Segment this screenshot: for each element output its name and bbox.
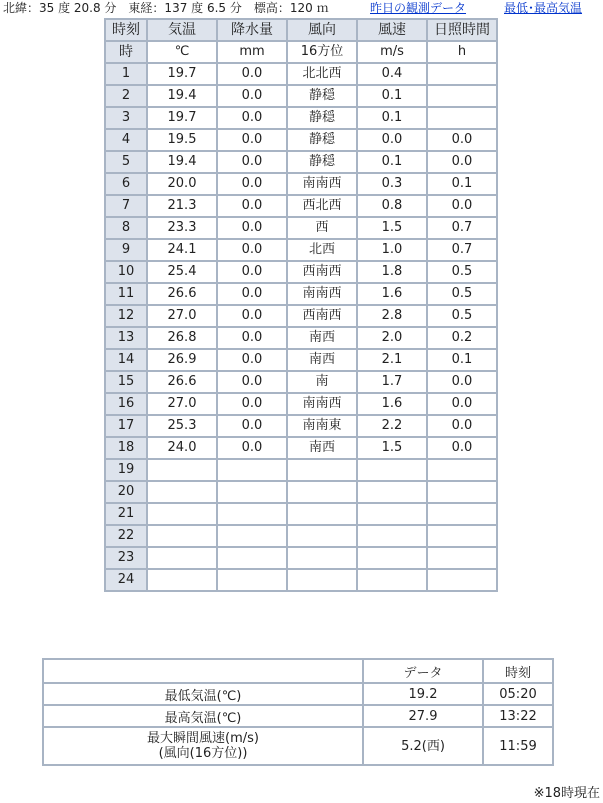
table-row: [106, 218, 496, 238]
table-row: [106, 460, 496, 480]
cell-hour: 17: [106, 416, 146, 436]
cell-precipitation: 0.0: [218, 64, 286, 84]
table-row: [106, 394, 496, 414]
hourly-observation-table: [104, 18, 498, 592]
cell-wind-speed: 0.1: [358, 108, 426, 128]
table-row: [106, 526, 496, 546]
cell-sunshine: 0.1: [428, 174, 496, 194]
cell-sunshine: [428, 526, 496, 546]
cell-wind-direction: [288, 504, 356, 524]
cell-sunshine: 0.0: [428, 152, 496, 172]
summary-row-min-temp: [44, 684, 552, 704]
cell-sunshine: 0.5: [428, 284, 496, 304]
cell-wind-speed: 2.8: [358, 306, 426, 326]
cell-wind-direction: 南南東: [288, 416, 356, 436]
cell-wind-speed: 1.6: [358, 394, 426, 414]
header-precipitation: 降水量: [218, 20, 286, 40]
cell-precipitation: [218, 504, 286, 524]
summary-header-row: [44, 660, 552, 682]
cell-temperature: 24.0: [148, 438, 216, 458]
cell-hour: 5: [106, 152, 146, 172]
cell-precipitation: 0.0: [218, 218, 286, 238]
cell-hour: 11: [106, 284, 146, 304]
cell-sunshine: 0.7: [428, 240, 496, 260]
max-gust-label-line2: (風向(16方位)): [158, 746, 248, 761]
cell-wind-speed: 0.4: [358, 64, 426, 84]
header-row: [106, 20, 496, 40]
unit-temperature: ℃: [148, 42, 216, 62]
cell-precipitation: 0.0: [218, 438, 286, 458]
cell-hour: 6: [106, 174, 146, 194]
cell-hour: 24: [106, 570, 146, 590]
cell-precipitation: 0.0: [218, 284, 286, 304]
table-row: [106, 438, 496, 458]
cell-hour: 18: [106, 438, 146, 458]
table-row: [106, 504, 496, 524]
cell-wind-speed: 0.8: [358, 196, 426, 216]
unit-wind-direction: 16方位: [288, 42, 356, 62]
cell-sunshine: 0.5: [428, 262, 496, 282]
cell-wind-direction: 西北西: [288, 196, 356, 216]
cell-precipitation: 0.0: [218, 196, 286, 216]
cell-precipitation: 0.0: [218, 108, 286, 128]
max-gust-value: 5.2(西): [364, 728, 482, 764]
unit-precipitation: mm: [218, 42, 286, 62]
max-gust-time: 11:59: [484, 728, 552, 764]
cell-wind-speed: 1.7: [358, 372, 426, 392]
cell-wind-direction: [288, 460, 356, 480]
cell-wind-speed: 1.5: [358, 438, 426, 458]
cell-temperature: 23.3: [148, 218, 216, 238]
cell-sunshine: [428, 570, 496, 590]
cell-precipitation: [218, 548, 286, 568]
table-row: [106, 152, 496, 172]
unit-row: [106, 42, 496, 62]
max-temp-label: 最高気温(℃): [44, 706, 362, 726]
cell-wind-speed: [358, 504, 426, 524]
cell-wind-direction: 北西: [288, 240, 356, 260]
cell-hour: 22: [106, 526, 146, 546]
cell-wind-speed: 0.1: [358, 152, 426, 172]
cell-wind-speed: 2.1: [358, 350, 426, 370]
max-temp-time: 13:22: [484, 706, 552, 726]
header-wind-speed: 風速: [358, 20, 426, 40]
cell-wind-direction: 西南西: [288, 262, 356, 282]
cell-sunshine: 0.0: [428, 416, 496, 436]
table-row: [106, 372, 496, 392]
cell-precipitation: 0.0: [218, 152, 286, 172]
cell-wind-direction: 南西: [288, 350, 356, 370]
unit-wind-speed: m/s: [358, 42, 426, 62]
unit-sunshine: h: [428, 42, 496, 62]
cell-sunshine: [428, 548, 496, 568]
cell-sunshine: 0.5: [428, 306, 496, 326]
cell-sunshine: 0.7: [428, 218, 496, 238]
cell-sunshine: 0.0: [428, 196, 496, 216]
min-temp-value: 19.2: [364, 684, 482, 704]
cell-temperature: 19.4: [148, 86, 216, 106]
cell-temperature: 27.0: [148, 394, 216, 414]
header-time: 時刻: [106, 20, 146, 40]
cell-temperature: 19.7: [148, 64, 216, 84]
cell-sunshine: 0.1: [428, 350, 496, 370]
cell-hour: 21: [106, 504, 146, 524]
header-temperature: 気温: [148, 20, 216, 40]
cell-wind-direction: 南南西: [288, 174, 356, 194]
cell-wind-speed: [358, 460, 426, 480]
min-temp-label: 最低気温(℃): [44, 684, 362, 704]
cell-precipitation: 0.0: [218, 306, 286, 326]
cell-hour: 20: [106, 482, 146, 502]
cell-sunshine: 0.2: [428, 328, 496, 348]
min-max-temperature-link[interactable]: 最低･最高気温: [504, 1, 583, 15]
cell-wind-speed: [358, 482, 426, 502]
cell-wind-direction: 西南西: [288, 306, 356, 326]
max-gust-label-line1: 最大瞬間風速(m/s): [147, 731, 259, 746]
cell-precipitation: 0.0: [218, 350, 286, 370]
cell-hour: 8: [106, 218, 146, 238]
cell-wind-direction: 静穏: [288, 152, 356, 172]
cell-hour: 10: [106, 262, 146, 282]
cell-wind-speed: [358, 526, 426, 546]
cell-temperature: [148, 570, 216, 590]
header-sunshine: 日照時間: [428, 20, 496, 40]
header-wind-direction: 風向: [288, 20, 356, 40]
cell-sunshine: [428, 482, 496, 502]
cell-hour: 12: [106, 306, 146, 326]
cell-wind-direction: 南西: [288, 438, 356, 458]
cell-temperature: 25.3: [148, 416, 216, 436]
cell-wind-speed: 1.5: [358, 218, 426, 238]
as-of-note: ※18時現在: [533, 786, 600, 801]
table-row: [106, 284, 496, 304]
cell-hour: 19: [106, 460, 146, 480]
summary-header-blank: [44, 660, 362, 682]
cell-hour: 1: [106, 64, 146, 84]
cell-hour: 7: [106, 196, 146, 216]
cell-wind-direction: 北北西: [288, 64, 356, 84]
table-row: [106, 86, 496, 106]
table-row: [106, 482, 496, 502]
summary-header-data: データ: [364, 660, 482, 682]
cell-temperature: [148, 526, 216, 546]
cell-wind-direction: 西: [288, 218, 356, 238]
cell-sunshine: 0.0: [428, 372, 496, 392]
daily-summary-table: [42, 658, 554, 766]
cell-temperature: 21.3: [148, 196, 216, 216]
cell-temperature: [148, 460, 216, 480]
table-row: [106, 306, 496, 326]
cell-wind-direction: [288, 482, 356, 502]
table-row: [106, 108, 496, 128]
cell-temperature: [148, 548, 216, 568]
cell-temperature: 26.9: [148, 350, 216, 370]
table-row: [106, 548, 496, 568]
max-temp-value: 27.9: [364, 706, 482, 726]
cell-precipitation: 0.0: [218, 328, 286, 348]
table-row: [106, 174, 496, 194]
cell-hour: 14: [106, 350, 146, 370]
cell-temperature: 24.1: [148, 240, 216, 260]
cell-hour: 9: [106, 240, 146, 260]
cell-precipitation: 0.0: [218, 372, 286, 392]
table-row: [106, 350, 496, 370]
cell-wind-direction: [288, 548, 356, 568]
cell-temperature: [148, 482, 216, 502]
cell-temperature: 19.4: [148, 152, 216, 172]
cell-precipitation: 0.0: [218, 394, 286, 414]
cell-temperature: 26.6: [148, 284, 216, 304]
cell-hour: 13: [106, 328, 146, 348]
table-row: [106, 64, 496, 84]
cell-wind-direction: [288, 526, 356, 546]
cell-precipitation: [218, 570, 286, 590]
cell-wind-direction: 静穏: [288, 108, 356, 128]
cell-precipitation: [218, 482, 286, 502]
cell-temperature: 26.6: [148, 372, 216, 392]
cell-temperature: 25.4: [148, 262, 216, 282]
cell-hour: 23: [106, 548, 146, 568]
min-temp-time: 05:20: [484, 684, 552, 704]
cell-wind-direction: 南西: [288, 328, 356, 348]
table-row: [106, 328, 496, 348]
summary-row-max-temp: [44, 706, 552, 726]
cell-temperature: 27.0: [148, 306, 216, 326]
max-gust-label: [44, 728, 362, 764]
cell-wind-speed: 1.8: [358, 262, 426, 282]
cell-sunshine: [428, 108, 496, 128]
cell-sunshine: [428, 64, 496, 84]
cell-wind-speed: 1.0: [358, 240, 426, 260]
station-info-bar: [3, 0, 603, 16]
cell-hour: 4: [106, 130, 146, 150]
cell-temperature: 19.5: [148, 130, 216, 150]
station-location: 北緯：35 度 20.8 分 東経：137 度 6.5 分 標高：120 ｍ: [3, 1, 329, 15]
cell-temperature: 20.0: [148, 174, 216, 194]
cell-hour: 3: [106, 108, 146, 128]
yesterday-data-link[interactable]: 昨日の観測データ: [370, 1, 467, 15]
cell-sunshine: 0.0: [428, 394, 496, 414]
cell-sunshine: [428, 504, 496, 524]
cell-sunshine: [428, 86, 496, 106]
cell-precipitation: [218, 526, 286, 546]
cell-wind-speed: 0.3: [358, 174, 426, 194]
cell-wind-speed: 0.0: [358, 130, 426, 150]
cell-wind-speed: [358, 548, 426, 568]
summary-header-time: 時刻: [484, 660, 552, 682]
table-row: [106, 416, 496, 436]
table-row: [106, 196, 496, 216]
table-row: [106, 262, 496, 282]
cell-sunshine: [428, 460, 496, 480]
cell-temperature: [148, 504, 216, 524]
cell-wind-speed: 0.1: [358, 86, 426, 106]
cell-precipitation: 0.0: [218, 240, 286, 260]
cell-precipitation: 0.0: [218, 130, 286, 150]
cell-wind-direction: 南南西: [288, 284, 356, 304]
cell-wind-direction: 静穏: [288, 86, 356, 106]
cell-precipitation: 0.0: [218, 86, 286, 106]
cell-wind-direction: 静穏: [288, 130, 356, 150]
cell-hour: 2: [106, 86, 146, 106]
table-row: [106, 240, 496, 260]
cell-wind-speed: 2.0: [358, 328, 426, 348]
cell-temperature: 26.8: [148, 328, 216, 348]
table-row: [106, 570, 496, 590]
cell-wind-direction: [288, 570, 356, 590]
cell-temperature: 19.7: [148, 108, 216, 128]
cell-precipitation: 0.0: [218, 174, 286, 194]
cell-wind-speed: 1.6: [358, 284, 426, 304]
cell-wind-direction: 南南西: [288, 394, 356, 414]
table-row: [106, 130, 496, 150]
cell-wind-speed: [358, 570, 426, 590]
cell-precipitation: [218, 460, 286, 480]
cell-wind-direction: 南: [288, 372, 356, 392]
cell-precipitation: 0.0: [218, 416, 286, 436]
cell-hour: 16: [106, 394, 146, 414]
unit-time: 時: [106, 42, 146, 62]
cell-hour: 15: [106, 372, 146, 392]
cell-sunshine: 0.0: [428, 130, 496, 150]
summary-row-max-gust: [44, 728, 552, 764]
cell-wind-speed: 2.2: [358, 416, 426, 436]
cell-precipitation: 0.0: [218, 262, 286, 282]
cell-sunshine: 0.0: [428, 438, 496, 458]
